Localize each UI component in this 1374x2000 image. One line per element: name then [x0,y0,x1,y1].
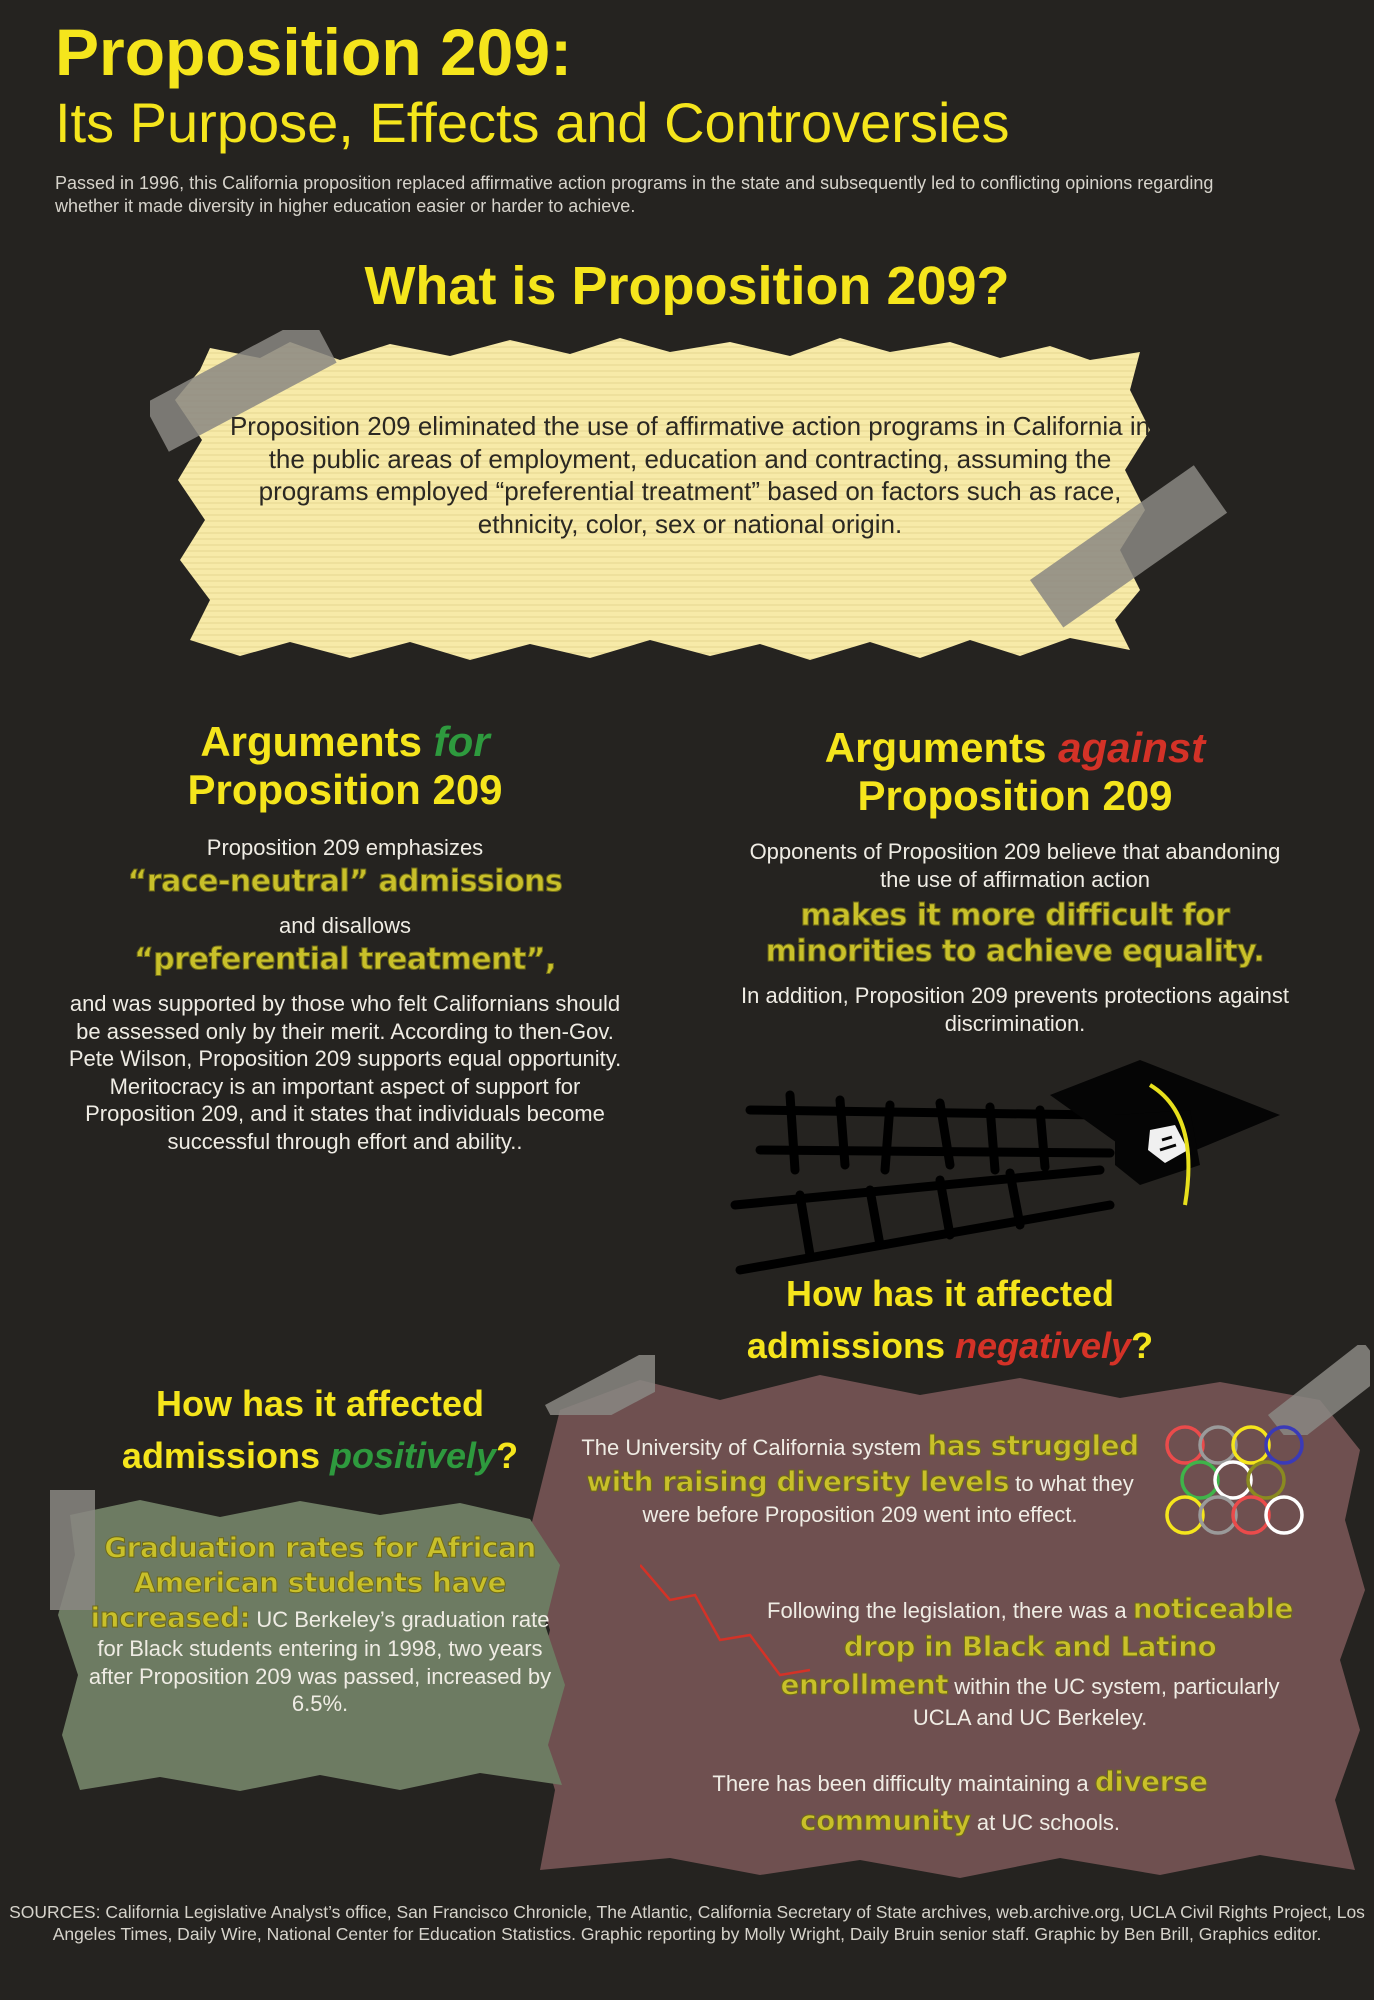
positive-heading: How has it affected admissions positively? [121,1383,519,1477]
negative-paragraph-2: Following the legislation, there was a noticeable drop in Black and Latino enrollment within the UC system, particularly UCLA and UC Berkeley. [767,1592,1293,1731]
arguments-against-body: In addition, Proposition 209 prevents protections against discrimination. [741,983,1289,1036]
negative-heading: How has it affected admissions negatively? [746,1273,1154,1367]
arguments-against-highlight: makes it more difficult for minorities to achieve equality. [765,898,1265,969]
negative-paragraph-1: The University of California system has struggled with raising diversity levels to what they were before Proposition 209 went into effect. [581,1429,1139,1527]
arguments-for-line2: and disallows [278,913,412,938]
page-subtitle: Its Purpose, Effects and Controversies [55,91,1010,154]
diversity-circles-illustration [1160,1420,1320,1540]
arguments-for-heading: Arguments for Proposition 209 [187,718,503,814]
arguments-for-highlight-1: “race-neutral” admissions [127,864,563,899]
tape-piece [535,1355,655,1415]
arguments-for-body: and was supported by those who felt Californians should be assessed only by their merit. According to then-Gov. Pete Wilson, Proposition 209 supports equal opportunity. Meritocracy is an important aspect of support for Proposition 209, and it states that individuals become successful through effort and ability.. [68,991,622,1154]
page-title: Proposition 209: [55,15,573,89]
arguments-for-highlight-2: “preferential treatment”, [134,942,556,977]
arguments-for-line1: Proposition 209 emphasizes [206,835,484,860]
arguments-against-heading: Arguments against Proposition 209 [824,724,1206,820]
what-heading: What is Proposition 209? [364,256,1010,316]
arguments-against-line1: Opponents of Proposition 209 believe that abandoning the use of affirmation action [749,839,1281,892]
what-definition: Proposition 209 eliminated the use of affirmative action programs in California in the public areas of employment, education and contracting, assuming the programs employed “preferential treatment” based on factors such as race, ethnicity, color, sex or national origin. [229,411,1151,539]
sources-footer: SOURCES: California Legislative Analyst’s office, San Francisco Chronicle, The Atlantic, California Secretary of State archives, web.archive.org, UCLA Civil Rights Project, Los Angeles Times, Daily Wire, National Center for Education Statistics. Graphic reporting by Molly Wright, Daily Bruin senior staff. Graphic by Ben Brill, Graphics editor. [9,1902,1365,1944]
ladder-grad-cap-illustration [720,1055,1310,1275]
negative-paragraph-3: There has been difficulty maintaining a diverse community at UC schools. [712,1765,1208,1838]
positive-paragraph: Graduation rates for African American students have increased: UC Berkeley’s graduation rate for Black students entering in 1998, two years after Proposition 209 was passed, increased by 6.5%. [88,1531,552,1716]
intro-text: Passed in 1996, this California proposition replaced affirmative action programs in the state and subsequently led to conflicting opinions regarding whether it made diversity in higher education easier or harder to achieve. [55,173,1214,216]
